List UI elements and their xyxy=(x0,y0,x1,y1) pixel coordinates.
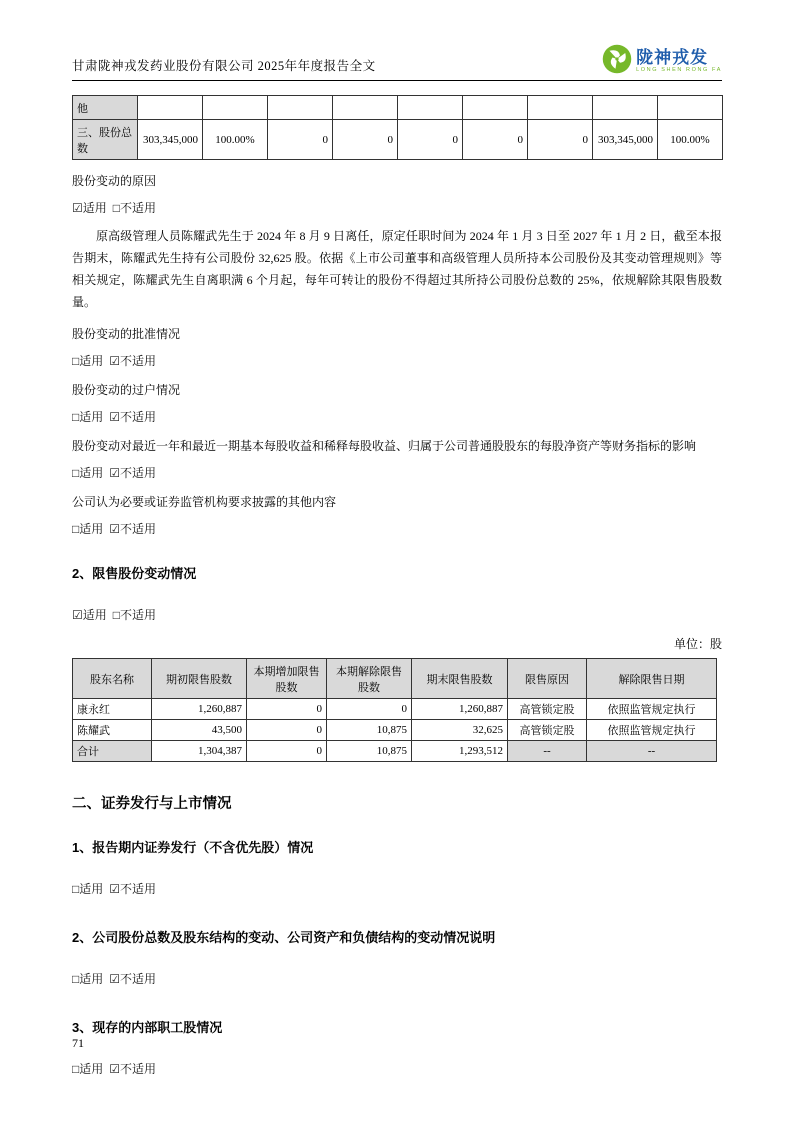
logo-en-text: LONG SHEN RONG FA xyxy=(636,67,722,74)
report-title: 甘肃陇神戎发药业股份有限公司 2025年年度报告全文 xyxy=(72,59,376,73)
securities-section-heading: 二、证券发行与上市情况 xyxy=(72,796,232,812)
subsection-heading-2: 2、公司股份总数及股东结构的变动、公司资产和负债结构的变动情况说明 xyxy=(72,930,496,945)
applicability-line: □适用 ☑不适用 xyxy=(72,972,157,986)
table-cell: 0 xyxy=(247,741,327,762)
page-number: 71 xyxy=(72,1036,84,1050)
table-cell xyxy=(658,96,723,120)
table-cell xyxy=(268,96,333,120)
table-cell: 1,260,887 xyxy=(412,699,508,720)
restricted-shares-heading: 2、限售股份变动情况 xyxy=(72,566,197,581)
logo-wordmark xyxy=(636,49,722,74)
column-header: 本期解除限售股数 xyxy=(327,659,412,699)
table-cell: 0 xyxy=(247,720,327,741)
column-header: 股东名称 xyxy=(73,659,152,699)
table-cell: 陈耀武 xyxy=(73,720,152,741)
transfer-status-label: 股份变动的过户情况 xyxy=(72,383,181,397)
table-row xyxy=(73,720,717,741)
table-cell: 0 xyxy=(268,120,333,160)
table-cell: 0 xyxy=(247,699,327,720)
table-cell: 303,345,000 xyxy=(138,120,203,160)
table-cell: 32,625 xyxy=(412,720,508,741)
table-cell: 高管锁定股 xyxy=(508,720,587,741)
column-header: 限售原因 xyxy=(508,659,587,699)
eps-impact-label: 股份变动对最近一年和最近一期基本每股收益和稀释每股收益、归属于公司普通股股东的每股净资产等财务指标的影响 xyxy=(72,439,697,453)
table-row xyxy=(73,96,723,120)
column-header: 期末限售股数 xyxy=(412,659,508,699)
table-cell xyxy=(593,96,658,120)
page-header xyxy=(72,0,722,81)
share-structure-table xyxy=(72,95,723,160)
table-row xyxy=(73,699,717,720)
pinwheel-logo-icon xyxy=(602,44,632,79)
table-row xyxy=(73,120,723,160)
table-cell: 100.00% xyxy=(203,120,268,160)
approval-status-label: 股份变动的批准情况 xyxy=(72,327,181,341)
table-cell xyxy=(333,96,398,120)
table-cell: 0 xyxy=(463,120,528,160)
table-cell: 303,345,000 xyxy=(593,120,658,160)
table-cell xyxy=(528,96,593,120)
share-change-reason-label: 股份变动的原因 xyxy=(72,174,157,188)
table-cell: 100.00% xyxy=(658,120,723,160)
table-cell: 依照监管规定执行 xyxy=(587,699,717,720)
restricted-shares-table xyxy=(72,658,717,762)
table-cell: 康永红 xyxy=(73,699,152,720)
table-cell: 43,500 xyxy=(152,720,247,741)
logo-cn-text: 陇神戎发 xyxy=(636,48,709,68)
subsection-heading-3: 3、现存的内部职工股情况 xyxy=(72,1020,223,1035)
table-cell: 1,293,512 xyxy=(412,741,508,762)
table-cell: 0 xyxy=(528,120,593,160)
table-cell: 三、股份总数 xyxy=(73,120,138,160)
table-cell: 1,260,887 xyxy=(152,699,247,720)
column-header: 本期增加限售股数 xyxy=(247,659,327,699)
table-cell xyxy=(138,96,203,120)
company-logo xyxy=(602,44,722,80)
table-cell: 10,875 xyxy=(327,720,412,741)
applicability-line: □适用 ☑不适用 xyxy=(72,410,157,424)
table-cell: 依照监管规定执行 xyxy=(587,720,717,741)
table-cell: 他 xyxy=(73,96,138,120)
table-cell: 10,875 xyxy=(327,741,412,762)
applicability-line: ☑适用 □不适用 xyxy=(72,608,157,622)
subsection-heading-1: 1、报告期内证券发行（不含优先股）情况 xyxy=(72,840,314,855)
column-header: 期初限售股数 xyxy=(152,659,247,699)
table-cell: -- xyxy=(587,741,717,762)
table-cell: 0 xyxy=(327,699,412,720)
table-cell: -- xyxy=(508,741,587,762)
column-header: 解除限售日期 xyxy=(587,659,717,699)
table-cell: 0 xyxy=(333,120,398,160)
applicability-line: □适用 ☑不适用 xyxy=(72,354,157,368)
other-disclosure-label: 公司认为必要或证券监管机构要求披露的其他内容 xyxy=(72,495,337,509)
table-header-row xyxy=(73,659,717,699)
table-cell xyxy=(203,96,268,120)
applicability-line: □适用 ☑不适用 xyxy=(72,882,157,896)
applicability-line: □适用 ☑不适用 xyxy=(72,522,157,536)
share-change-paragraph: 原高级管理人员陈耀武先生于 2024 年 8 月 9 日离任，原定任职时间为 2024 年 1 月 3 日至 2027 年 1 月 2 日，截至本报告期末，陈耀武先生持有公司股份 32,625 股。依据《上市公司董事和高级管理人员所持本公司股份及其变动管理规则》等相关规定，陈耀武先生自离职满 6 个月起，每年可转让的股份不得超过其所持公司股份总数的 25%，依规解除其限售股数量。 xyxy=(72,229,722,309)
table-cell: 合计 xyxy=(73,741,152,762)
applicability-line: □适用 ☑不适用 xyxy=(72,466,157,480)
table-cell: 高管锁定股 xyxy=(508,699,587,720)
table-cell xyxy=(463,96,528,120)
applicability-line: ☑适用 □不适用 xyxy=(72,201,157,215)
table-cell: 0 xyxy=(398,120,463,160)
table-total-row xyxy=(73,741,717,762)
applicability-line: □适用 ☑不适用 xyxy=(72,1062,157,1076)
unit-label: 单位：股 xyxy=(673,637,722,651)
table-cell xyxy=(398,96,463,120)
table-cell: 1,304,387 xyxy=(152,741,247,762)
